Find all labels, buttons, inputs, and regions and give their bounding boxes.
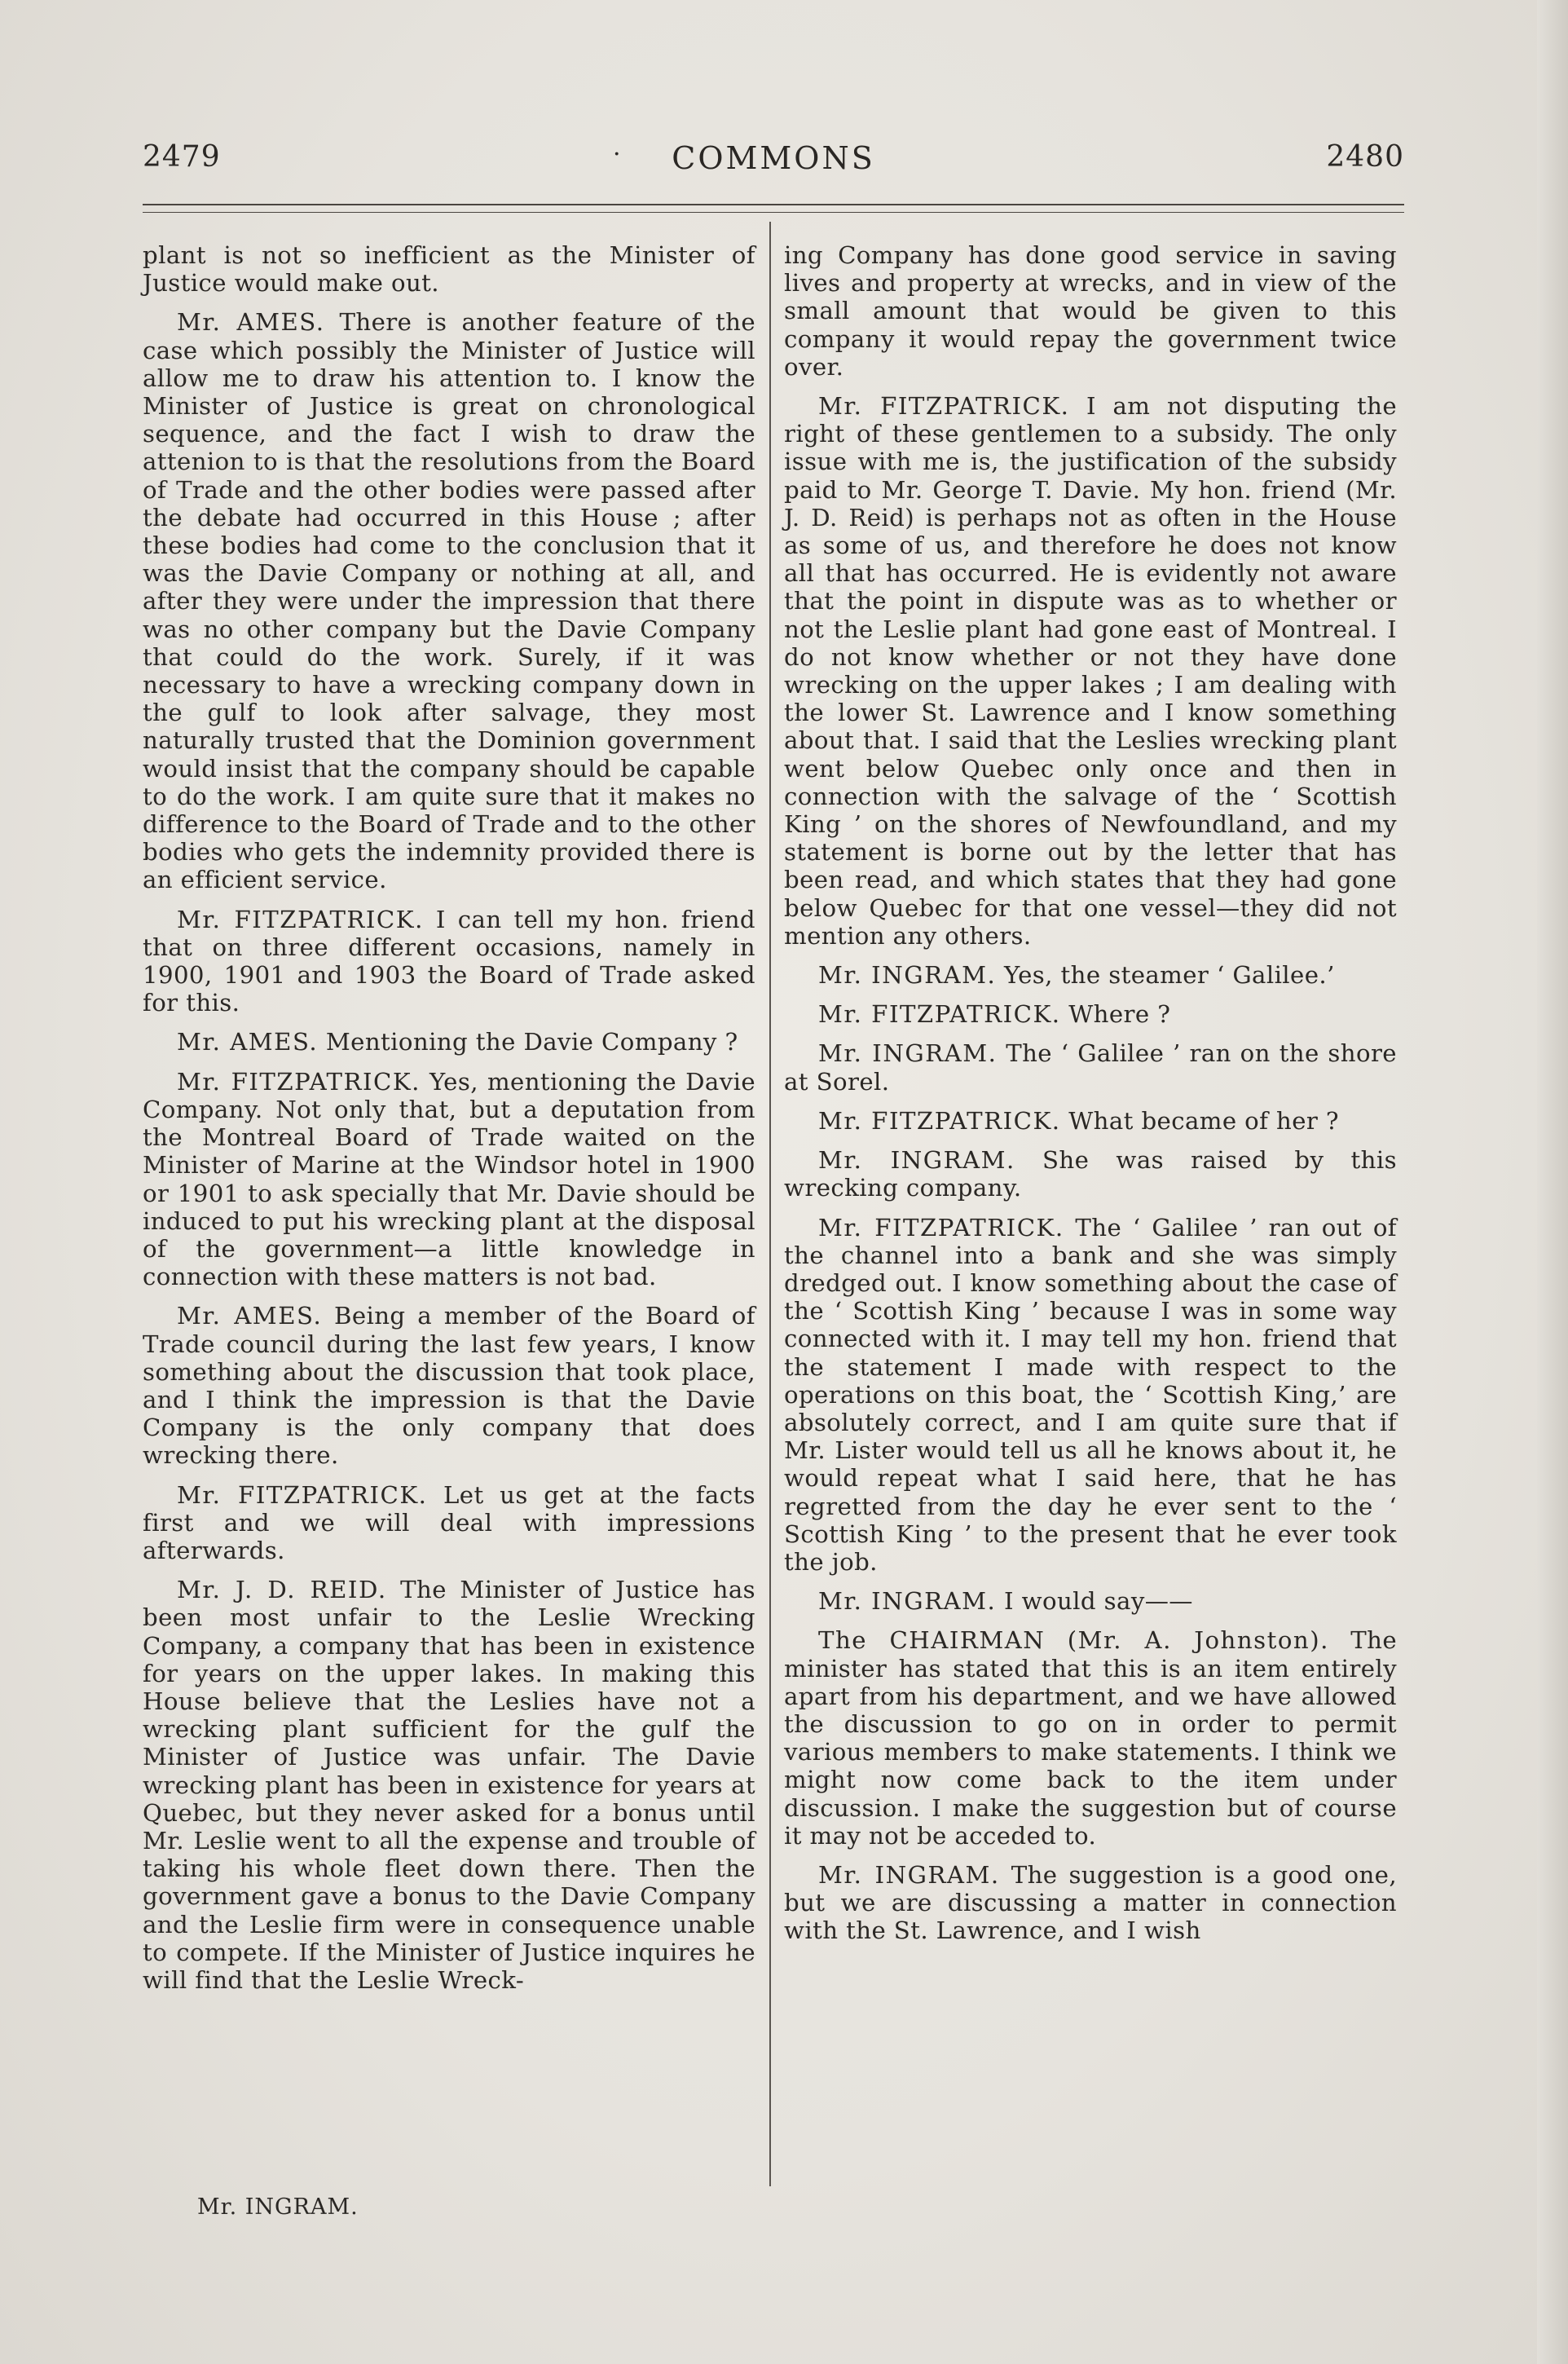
speech-text: Mentioning the Davie Company ? — [325, 1028, 738, 1056]
speaker-name: Mr. FITZPATRICK. — [818, 1213, 1064, 1242]
speaker-name: Mr. INGRAM. — [818, 1146, 1015, 1175]
header-rule-thick — [143, 204, 1404, 205]
page-edge-shadow — [1537, 0, 1568, 2364]
speaker-name: Mr. INGRAM. — [818, 1587, 997, 1616]
speaker-name: Mr. FITZPATRICK. — [177, 1067, 421, 1096]
speech-text: Being a member of the Board of Trade council during the last few years, I know something about the discussion that took place, and I think the impression is that the Davie Company is the only company that does wrecking there. — [143, 1302, 755, 1470]
speech-paragraph — [784, 1861, 1397, 1945]
speech-text: Let us get at the facts first and we will deal with impressions afterwards. — [143, 1480, 755, 1564]
page-header — [143, 140, 1404, 181]
speech-paragraph — [143, 906, 755, 1017]
speaker-name: Mr. INGRAM. — [818, 1039, 998, 1068]
speech-text: The Minister of Justice has been most unfair to the Leslie Wrecking Company, a company that has been in existence for years on the upper lakes. In making this House believe that the Leslies have not a wrecking plant sufficient for the gulf the Minister of Justice was unfair. The Davie wrecking plant has been in existence for years at Quebec, but they never asked for a bonus until Mr. Leslie went to all the expense and trouble of taking his whole fleet down there. Then the government gave a bonus to the Davie Company and the Leslie firm were in consequence unable to compete. If the Minister of Justice inquires he will find that the Leslie Wreck- — [143, 1576, 755, 1994]
running-foot: Mr. INGRAM. — [197, 2194, 359, 2220]
speaker-name: Mr. FITZPATRICK. — [818, 1106, 1061, 1135]
speech-paragraph — [784, 241, 1397, 381]
speech-text: ing Company has done good service in saving lives and property at wrecks, and in view of the small amount that would be given to this company it would repay the government twice over. — [784, 241, 1397, 381]
column-divider — [769, 222, 771, 2186]
speech-text: The ‘ Galilee ’ ran on the shore at Sorel. — [784, 1039, 1397, 1096]
speech-text: I would say—— — [1003, 1587, 1193, 1616]
speech-text: What became of her ? — [1068, 1106, 1339, 1135]
speaker-name: Mr. FITZPATRICK. — [177, 905, 424, 933]
left-column — [143, 241, 755, 2005]
running-title: COMMONS — [672, 140, 875, 176]
speech-paragraph — [143, 241, 755, 297]
speech-paragraph — [784, 1107, 1397, 1135]
speech-text: The minister has stated that this is an item entirely apart from his department, and we have allowed the discussion to go on in order to permit various members to make statements. I think we might now come back to the item under discussion. I make the suggestion but of course it may not be acceded to. — [784, 1626, 1397, 1850]
speech-paragraph — [143, 308, 755, 893]
speech-paragraph — [784, 392, 1397, 950]
page-number-right: 2480 — [1326, 140, 1404, 174]
speech-text: There is another feature of the case which possibly the Minister of Justice will allow me to draw his attention to. I know the Minister of Justice is great on chronological sequence, and the fact I wish to draw the attenion to is that the resolutions from the Board of Trade and the other bodies were passed after the debate had occurred in this House ; after these bodies had come to the conclusion that it was the Davie Company or nothing at all, and after they were under the impression that there was no other company but the Davie Company that could do the work. Surely, if it was necessary to have a wrecking company down in the gulf to look after salvage, they most naturally trusted that the Dominion government would insist that the company should be capable to do the work. I am quite sure that it makes no difference to the Board of Trade and to the other bodies who gets the indemnity provided there is an efficient service. — [143, 308, 755, 894]
speech-paragraph — [784, 1587, 1397, 1615]
speaker-name: Mr. INGRAM. — [818, 961, 997, 990]
speech-paragraph — [143, 1302, 755, 1469]
speech-paragraph — [143, 1028, 755, 1056]
speech-paragraph — [784, 961, 1397, 989]
speech-text: She was raised by this wrecking company. — [784, 1146, 1397, 1202]
speech-text: plant is not so inefficient as the Minister of Justice would make out. — [143, 241, 755, 298]
speaker-name: Mr. AMES. — [177, 1028, 319, 1056]
speaker-name: The CHAIRMAN (Mr. A. Johnston). — [818, 1626, 1329, 1655]
speech-text: Yes, mentioning the Davie Company. Not only that, but a deputation from the Montreal Board of Trade waited on the Minister of Marine at the Windsor hotel in 1900 or 1901 to ask specially that Mr. Davie should be induced to put his wrecking plant at the disposal of the government—a little knowledge in connection with these matters is not bad. — [143, 1067, 756, 1291]
speech-paragraph — [784, 1039, 1397, 1095]
speaker-name: Mr. AMES. — [177, 308, 325, 337]
right-column — [784, 241, 1397, 1956]
speaker-name: Mr. FITZPATRICK. — [177, 1480, 428, 1509]
speech-paragraph — [784, 1626, 1397, 1850]
header-rule-thin — [143, 212, 1404, 213]
speaker-name: Mr. INGRAM. — [818, 1860, 1000, 1889]
speech-paragraph — [143, 1481, 755, 1565]
speech-paragraph — [143, 1068, 755, 1291]
speech-text: Yes, the steamer ‘ Galilee.’ — [1003, 961, 1335, 990]
speech-text: The ‘ Galilee ’ ran out of the channel into a bank and she was simply dredged out. I know something about the case of the ‘ Scottish King ’ because I was in some way connected with it. I may tell my hon. friend that the statement I made with respect to the operations on this boat, the ‘ Scottish King,’ are absolutely correct, and I am quite sure that if Mr. Lister would tell us all he knows about it, he would repeat what I said here, that he has regretted from the day he ever sent to the ‘ Scottish King ’ to the present that he ever took the job. — [784, 1213, 1398, 1576]
speech-paragraph — [784, 1000, 1397, 1028]
speech-paragraph — [784, 1214, 1397, 1577]
page-number-left: 2479 — [143, 140, 221, 174]
speech-paragraph — [143, 1576, 755, 1994]
speech-paragraph — [784, 1146, 1397, 1202]
speech-text: I am not disputing the right of these gentlemen to a subsidy. The only issue with me is, the justification of the subsidy paid to Mr. George T. Davie. My hon. friend (Mr. J. D. Reid) is perhaps not as often in the House as some of us, and therefore he does not know all that has occurred. He is evidently not aware that the point in dispute was as to whether or not the Leslie plant had gone east of Montreal. I do not know whether or not they have done wrecking on the upper lakes ; I am dealing with the lower St. Lawrence and I know something about that. I said that the Leslies wrecking plant went below Quebec only once and then in connection with the salvage of the ‘ Scottish King ’ on the shores of Newfoundland, and my statement is borne out by the letter that has been read, and which states that they had gone below Quebec for that one vessel—they did not mention any others. — [784, 392, 1398, 950]
speech-text: Where ? — [1068, 1000, 1171, 1029]
speaker-name: Mr. FITZPATRICK. — [818, 1000, 1061, 1029]
header-dot: · — [613, 140, 621, 169]
speech-text: I can tell my hon. friend that on three different occasions, namely in 1900, 1901 and 1903 the Board of Trade asked for this. — [143, 905, 755, 1017]
speaker-name: Mr. AMES. — [177, 1302, 323, 1330]
speaker-name: Mr. FITZPATRICK. — [818, 392, 1070, 421]
speech-text: The suggestion is a good one, but we are discussing a matter in connection with the St. Lawrence, and I wish — [784, 1860, 1397, 1945]
speaker-name: Mr. J. D. REID. — [177, 1576, 387, 1604]
